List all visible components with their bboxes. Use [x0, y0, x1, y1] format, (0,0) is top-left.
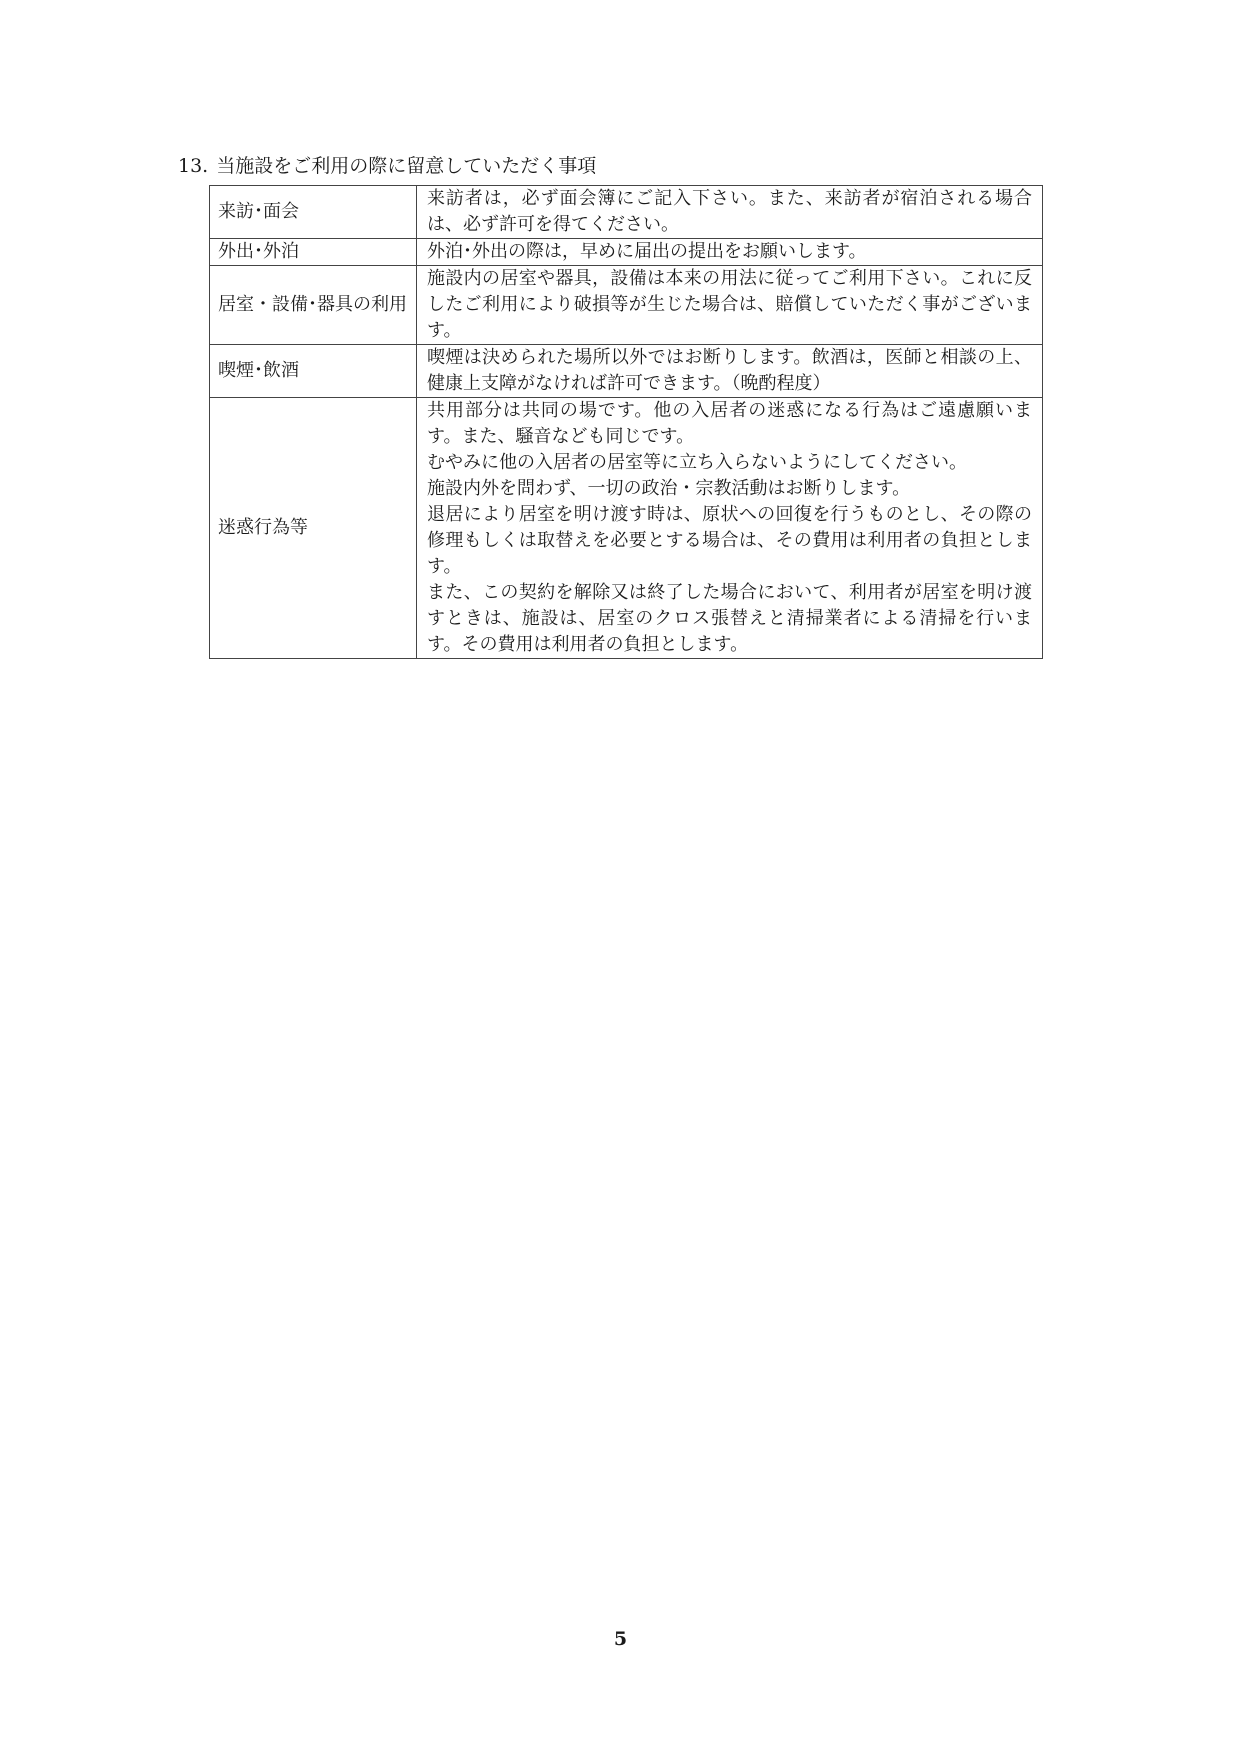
rule-paragraph: 施設内外を問わず、一切の政治・宗教活動はお断りします。 — [427, 478, 911, 499]
section-title-text: 当施設をご利用の際に留意していただく事項 — [216, 155, 597, 177]
rule-paragraph: 外泊･外出の際は，早めに届出の提出をお願いします。 — [427, 241, 867, 262]
rule-text — [417, 266, 1043, 345]
rule-label: 外出･外泊 — [210, 239, 417, 266]
rule-text — [417, 345, 1043, 398]
rule-label: 居室・設備･器具の利用 — [210, 266, 417, 345]
rule-paragraph: 共用部分は共同の場です。他の入居者の迷惑になる行為はご遠慮願います。また、騒音なども同じです。 — [427, 400, 1032, 447]
rule-text — [417, 239, 1043, 266]
table-row — [210, 266, 1043, 345]
rule-text — [417, 186, 1043, 239]
table-row — [210, 345, 1043, 398]
section-heading — [178, 153, 596, 179]
table-row — [210, 186, 1043, 239]
rule-label: 迷惑行為等 — [210, 398, 417, 659]
table-row — [210, 398, 1043, 659]
rule-label: 喫煙･飲酒 — [210, 345, 417, 398]
rule-paragraph: また、この契約を解除又は終了した場合において、利用者が居室を明け渡すときは、施設は、居室のクロス張替えと清掃業者による清掃を行います。その費用は利用者の負担とします。 — [427, 582, 1032, 655]
section-number: 13. — [178, 155, 209, 177]
rules-table — [209, 185, 1043, 659]
rule-paragraph: 喫煙は決められた場所以外ではお断りします。飲酒は，医師と相談の上、健康上支障がなければ許可できます。（晩酌程度） — [427, 347, 1032, 394]
page-number: 5 — [613, 1628, 628, 1650]
rule-text — [417, 398, 1043, 659]
rule-paragraph: 施設内の居室や器具，設備は本来の用法に従ってご利用下さい。これに反したご利用により破損等が生じた場合は、賠償していただく事がございます。 — [427, 268, 1032, 341]
rule-label: 来訪･面会 — [210, 186, 417, 239]
rule-paragraph: 退居により居室を明け渡す時は、原状への回復を行うものとし、その際の修理もしくは取替えを必要とする場合は、その費用は利用者の負担とします。 — [427, 504, 1032, 577]
rule-paragraph: 来訪者は，必ず面会簿にご記入下さい。また、来訪者が宿泊される場合は、必ず許可を得てください。 — [427, 188, 1032, 235]
rule-paragraph: むやみに他の入居者の居室等に立ち入らないようにしてください。 — [427, 452, 967, 473]
table-row — [210, 239, 1043, 266]
